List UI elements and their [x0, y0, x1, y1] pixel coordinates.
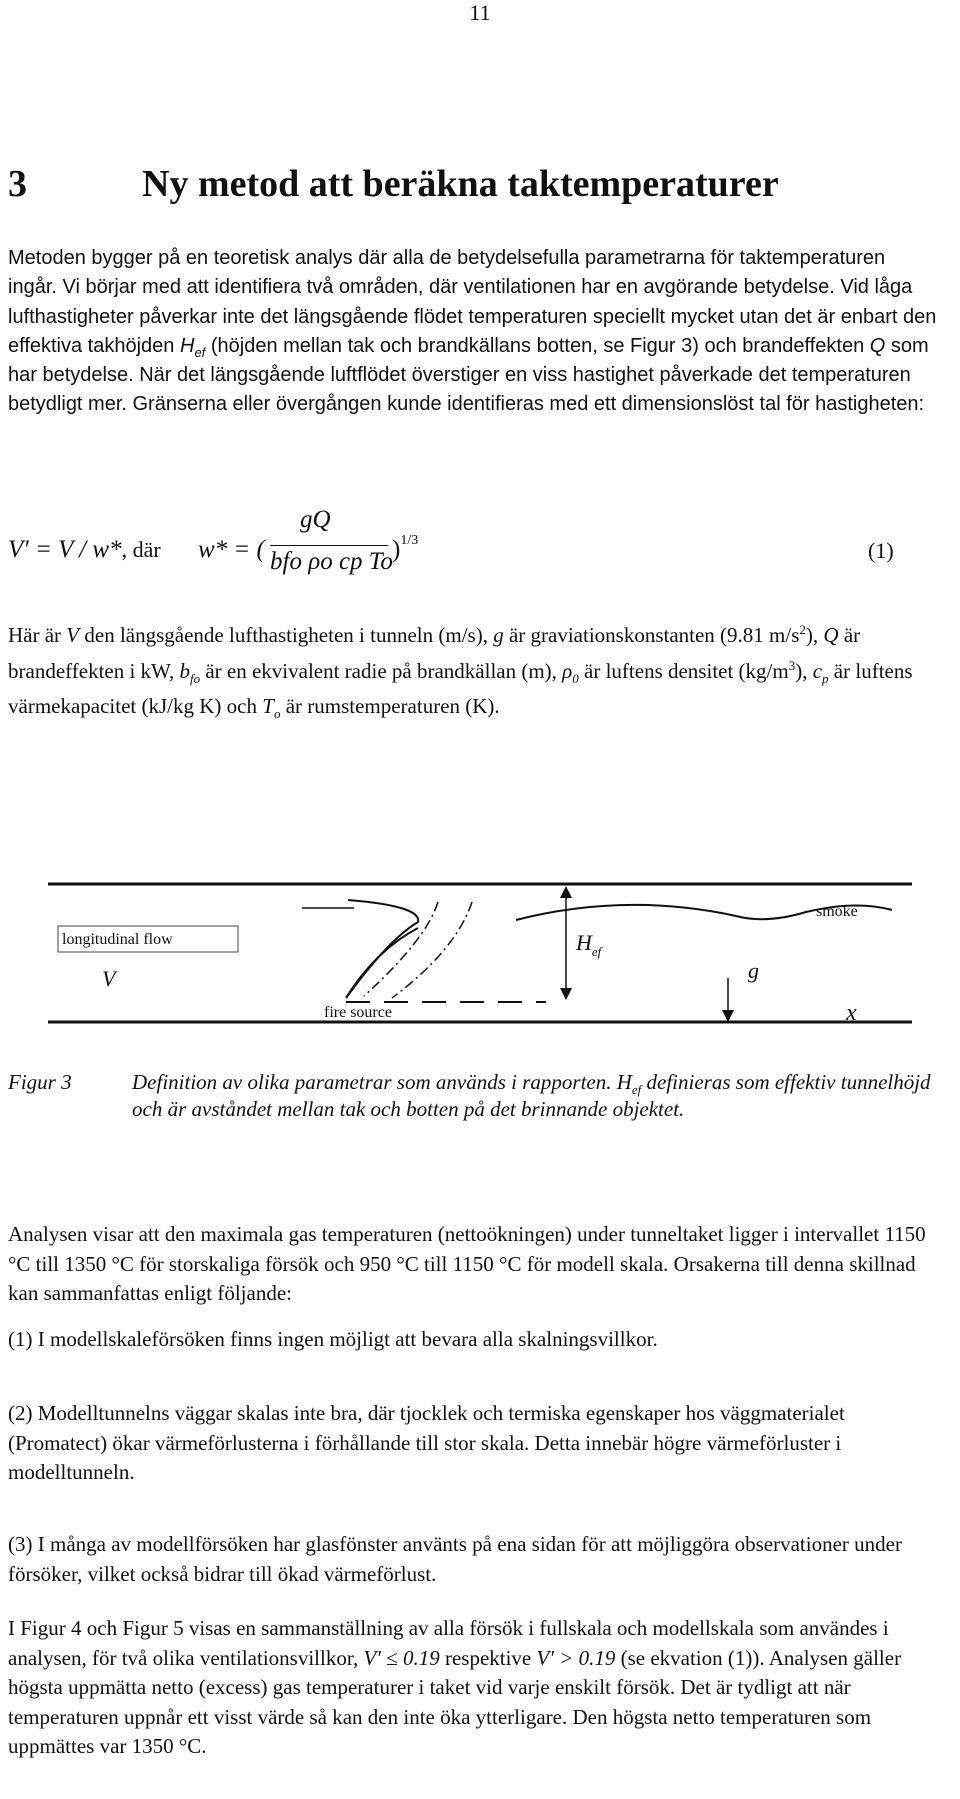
def-t5: är brandeffekten i kW,	[8, 623, 861, 683]
def-g: g	[493, 623, 504, 647]
q-symbol: Q	[869, 334, 886, 357]
def-t10: är rumstemperaturen (K).	[285, 694, 500, 718]
def-sup-3: 3	[788, 657, 796, 673]
hef-arrow-bottom-head	[560, 988, 572, 1000]
intro-text-3: som har betydelse. När det längsgående luftflödet överstiger en viss hastighet påverkade det temperaturen betydligt mer. Gränserna eller övergången kunde identifieras med ett dimensionslöst tal för hastigheten:	[8, 334, 929, 416]
longitudinal-flow-label: longitudinal flow	[62, 931, 173, 948]
intro-paragraph	[8, 244, 938, 420]
body-paragraph-2: (1) I modellskaleförsöken finns ingen möjligt att bevara alla skalningsvillkor.	[8, 1327, 658, 1351]
def-t4: ),	[805, 623, 819, 647]
body-p5b: respektive	[444, 1645, 532, 1670]
g-label: g	[748, 958, 759, 983]
body-p5c: (se ekvation (1)). Analysen gäller högsta uppmätta netto (excess) gas temperaturer i taket vid varje enskilt försök. Det är tydligt att när temperaturen uppnår ett visst värde så kan den inte öka ytterligare. Den högsta netto temperaturen som uppmättes var 1350 °C.	[8, 1645, 902, 1758]
body-paragraph-5	[8, 1614, 938, 1762]
plume-outline	[346, 900, 418, 998]
eq-number: (1)	[868, 538, 894, 563]
def-t3: är graviationskonstanten (9.81 m/s	[508, 623, 800, 647]
definitions-paragraph	[8, 618, 938, 725]
body-p5a: I Figur 4 och Figur 5 visas en sammanställning av alla försök i fullskala och modellskala som användes i analysen, för två olika ventilationsvillkor,	[8, 1616, 889, 1670]
def-t8: ),	[795, 658, 808, 683]
def-t7: är luftens densitet (kg/m	[584, 658, 789, 683]
eq-numerator: gQ	[300, 506, 331, 533]
intro-text-2: (höjden mellan tak och brandkällans botten, se Figur 3) och brandeffekten	[210, 334, 865, 357]
def-t2: den längsgående lufthastigheten i tunneln (m/s),	[84, 623, 488, 647]
def-t1: Här är	[8, 623, 62, 647]
hef-sub: ef	[194, 344, 206, 360]
x-label: x	[846, 1000, 857, 1026]
def-sup-2: 2	[799, 622, 806, 637]
hef-symbol: $H_{ef}$	[179, 334, 206, 360]
eq-lhs: V′ = V / w*	[8, 536, 122, 563]
def-t9: är luftens värmekapacitet (kJ/kg K) och	[8, 658, 913, 718]
body-paragraph-3: (2) Modelltunnelns väggar skalas inte bra, där tjocklek och termiska egenskaper hos väggmaterialet (Promatect) ökar värmeförlusterna i förhållande till stor skala. Detta innebär högre värmeförluster i modelltunneln.	[8, 1401, 845, 1484]
section-heading	[8, 162, 779, 206]
section-title: Ny metod att beräkna taktemperaturer	[142, 163, 779, 205]
def-cp: $c_p$	[812, 658, 829, 686]
condition-2: V′ > 0.19	[536, 1645, 616, 1670]
tunnel-diagram	[46, 880, 916, 1030]
equation-1	[8, 506, 938, 612]
hef-subscript: ef	[591, 944, 602, 959]
def-q: Q	[823, 623, 839, 647]
caption-label: Figur 3	[8, 1070, 72, 1094]
plume-inner-boundary	[364, 902, 438, 996]
figure-3	[46, 880, 916, 1035]
v-label: V	[102, 966, 116, 991]
gravity-arrow-head	[722, 1010, 734, 1022]
eq-exponent: 1/3	[400, 532, 419, 548]
eq-rhs-right: )	[392, 536, 401, 563]
caption-text-1: Definition av olika parametrar som används i rapporten. H	[132, 1070, 632, 1094]
smoke-label: smoke	[816, 903, 858, 920]
caption-text-2: definieras som effektiv tunnelhöjd och är avståndet mellan tak och botten på det brinnande objektet.	[132, 1070, 931, 1121]
page-number: 11	[469, 0, 491, 25]
def-bfo: $b_{fo}$	[179, 658, 201, 686]
caption-text	[132, 1069, 938, 1123]
eq-dar: , där	[121, 537, 161, 562]
hef-arrow-top-head	[560, 886, 572, 898]
section-number: 3	[8, 163, 27, 205]
body-paragraph-1: Analysen visar att den maximala gas temperaturen (nettoökningen) under tunneltaket ligger i intervallet 1150 °C till 1350 °C för storskaliga försök och 950 °C till 1150 °C för modell skala. Orsakerna till denna skillnad kan sammanfattas enligt följande:	[8, 1222, 926, 1305]
hef-main: H	[576, 930, 592, 955]
def-rho: $\rho_0$	[562, 658, 579, 686]
hef-label	[575, 930, 604, 959]
condition-1: V′ ≤ 0.19	[363, 1645, 440, 1670]
body-paragraph-4: (3) I många av modellförsöken har glasfönster använts på ena sidan för att möjliggöra observationer under försöker, vilket också bidrar till ökad värmeförlust.	[8, 1532, 902, 1586]
intro-text-1: Metoden bygger på en teoretisk analys där alla de betydelsefulla parametrarna för taktemperaturen ingår. Vi börjar med att identifiera två områden, där ventilationen har en avgörande betydelse. Vid låga lufthastigheter påverkar inte det längsgående flödet temperaturen speciellt mycket utan det är enbart den effektiva takhöjden	[8, 247, 937, 357]
fire-source-label: fire source	[324, 1004, 392, 1021]
caption-sub: ef	[631, 1082, 642, 1098]
def-v: V	[66, 623, 80, 647]
def-t6: är en ekvivalent radie på brandkällan (m),	[205, 658, 557, 683]
def-to: $T_o$	[262, 694, 281, 722]
eq-denominator: bfo ρo cp To	[270, 548, 393, 575]
eq-rhs-left: w* = (	[198, 536, 265, 563]
